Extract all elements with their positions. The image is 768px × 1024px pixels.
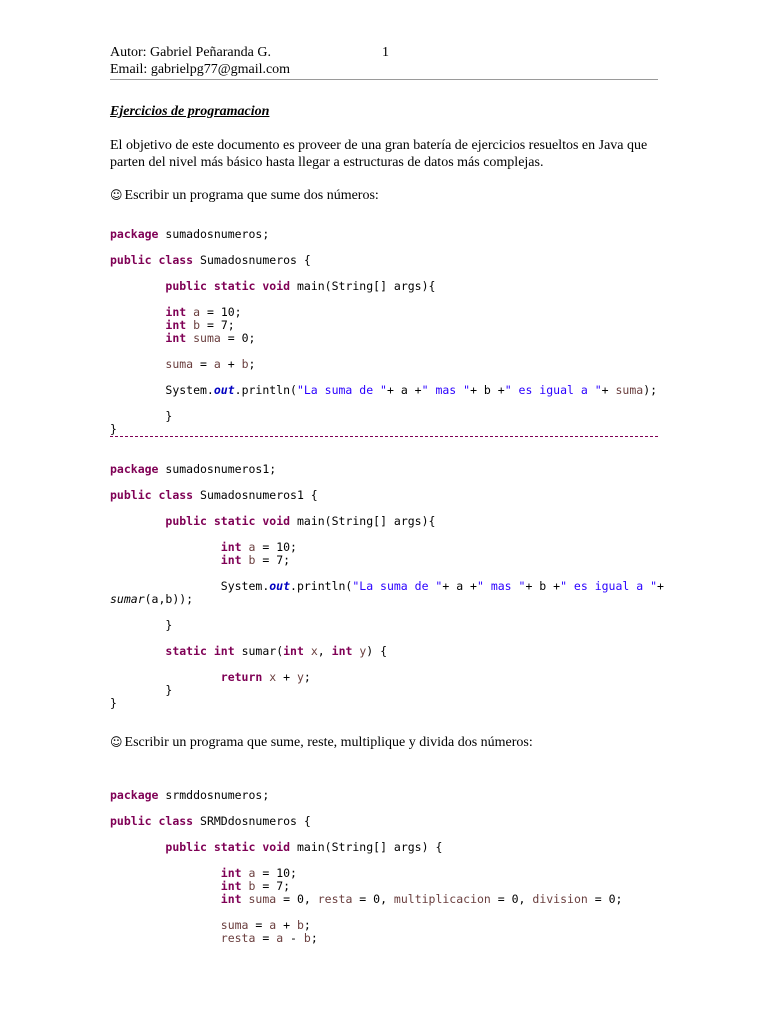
- code-block-3: [110, 776, 670, 958]
- code-line: public static void main(String[] args){: [165, 279, 436, 293]
- code-line: int a = 10;: [220, 540, 297, 554]
- code-line: int b = 7;: [220, 553, 291, 567]
- code-line: System.out.println("La suma de "+ a +" mas "+ b +" es igual a "+: [220, 579, 664, 593]
- code-line: int b = 7;: [220, 879, 291, 893]
- author-line: Autor: Gabriel Peñaranda G.: [110, 45, 271, 60]
- code-block-2: [110, 450, 670, 723]
- exercise-1-text: Escribir un programa que sume dos números:: [124, 188, 379, 203]
- dashed-separator: [110, 436, 658, 437]
- code-line: }: [110, 696, 117, 710]
- code-line: return x + y;: [220, 670, 311, 684]
- page-header: [110, 44, 658, 80]
- code-line: System.out.println("La suma de "+ a +" mas "+ b +" es igual a "+ suma);: [165, 383, 658, 397]
- email-line: Email: gabrielpg77@gmail.com: [110, 62, 291, 77]
- smiley-icon: ☺: [110, 188, 123, 202]
- code-line: public class SRMDdosnumeros {: [110, 814, 311, 828]
- code-line: package sumadosnumeros1;: [110, 462, 277, 476]
- document-title: Ejercicios de programacion: [110, 104, 270, 119]
- code-line: public static void main(String[] args) {: [165, 840, 443, 854]
- code-line: int b = 7;: [165, 318, 235, 332]
- code-line: static int sumar(int x, int y) {: [165, 644, 388, 658]
- code-line: public class Sumadosnumeros1 {: [110, 488, 318, 502]
- code-line: int suma = 0;: [165, 331, 256, 345]
- code-line: }: [110, 422, 117, 436]
- intro-paragraph: El objetivo de este documento es proveer de una gran batería de ejercicios resueltos en Java que parten del nivel más básico hasta llegar a estructuras de datos más complejas.: [110, 138, 648, 170]
- page-number: 1: [382, 45, 389, 60]
- code-line: suma = a + b;: [165, 357, 256, 371]
- code-line: suma = a + b;: [220, 918, 311, 932]
- code-line: sumar(a,b));: [110, 592, 194, 606]
- code-line: }: [165, 618, 173, 632]
- code-line: package sumadosnumeros;: [110, 227, 270, 241]
- code-line: package srmddosnumeros;: [110, 788, 270, 802]
- code-line: public class Sumadosnumeros {: [110, 253, 311, 267]
- code-line: int a = 10;: [165, 305, 242, 319]
- code-line: }: [165, 409, 173, 423]
- exercise-2-heading: [110, 734, 533, 751]
- exercise-2-text: Escribir un programa que sume, reste, multiplique y divida dos números:: [124, 735, 533, 750]
- code-line: public static void main(String[] args){: [165, 514, 436, 528]
- code-line: int a = 10;: [220, 866, 297, 880]
- code-line: resta = a - b;: [220, 931, 318, 945]
- code-line: int suma = 0, resta = 0, multiplicacion = 0, division = 0;: [220, 892, 623, 906]
- smiley-icon: ☺: [110, 735, 123, 749]
- code-block-1: [110, 215, 670, 449]
- code-line: }: [165, 683, 173, 697]
- exercise-1-heading: [110, 187, 379, 204]
